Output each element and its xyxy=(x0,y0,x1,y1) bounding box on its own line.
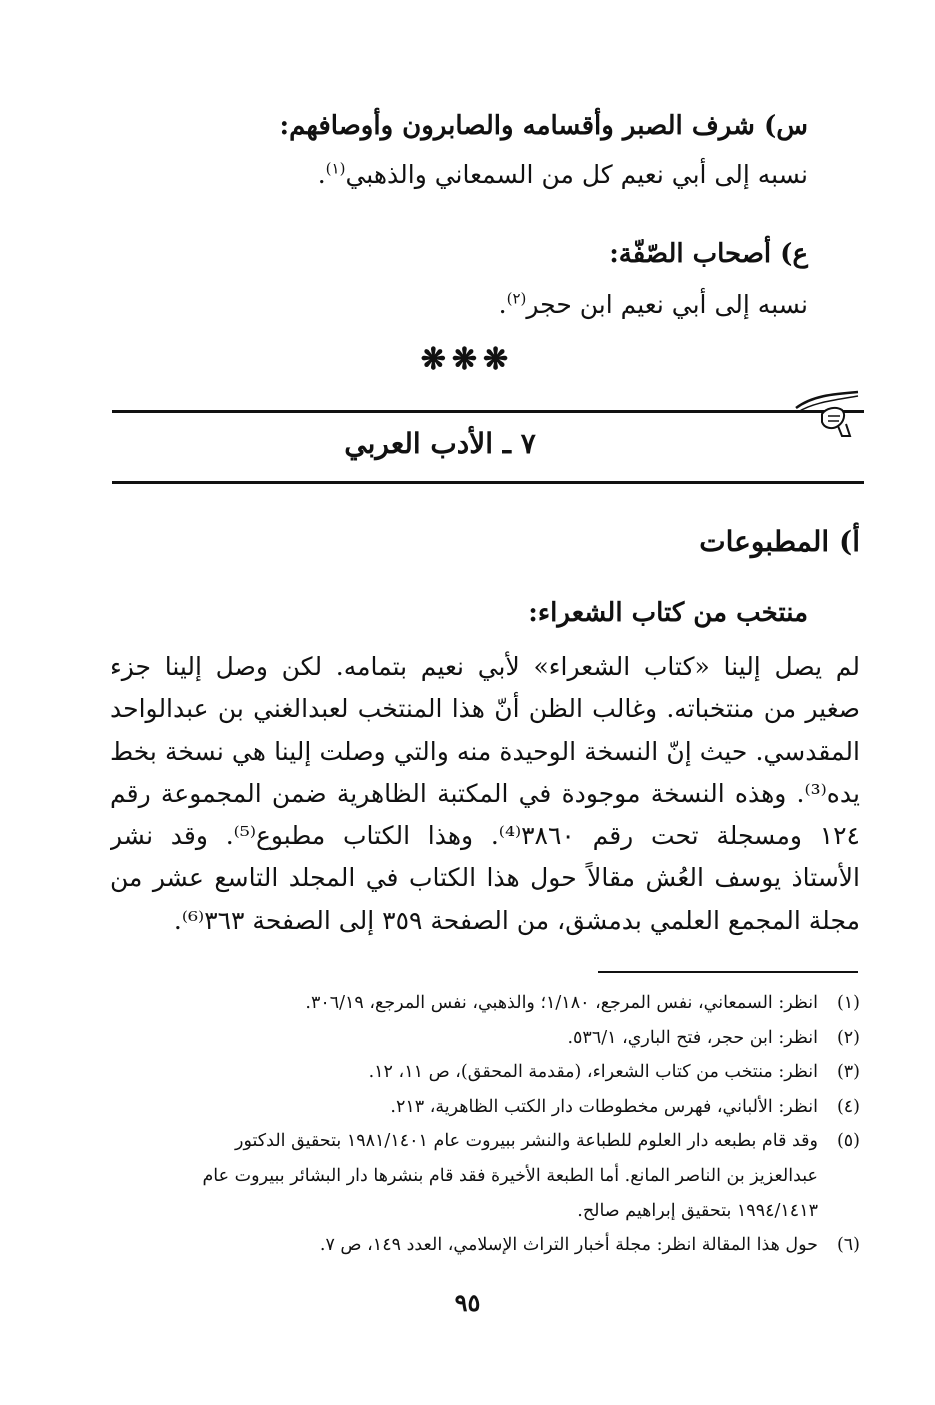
footnote-item xyxy=(110,1021,860,1056)
paragraph-line: المقدسي. حيث إنّ النسخة الوحيدة منه والتي وصلت إلينا هي نسخة بخط xyxy=(110,736,860,766)
footnote-separator xyxy=(598,971,858,973)
paragraph-line: يده⁽³⁾. وهذه النسخة موجودة في المكتبة الظاهرية ضمن المجموعة رقم xyxy=(110,778,860,808)
footnote-number: (٥) xyxy=(836,1131,860,1152)
footnote-number: (٢) xyxy=(836,1027,860,1048)
entry-text-sin-body: نسبه إلى أبي نعيم كل من السمعاني والذهبي xyxy=(345,160,808,189)
footnote-ref-2: (٢) xyxy=(506,289,527,308)
entry-text-ain-end: . xyxy=(498,290,507,319)
footnote-text xyxy=(110,1124,818,1228)
footnote-text xyxy=(110,1090,818,1125)
footnote-text xyxy=(110,1055,818,1090)
paragraph-line: ١٢٤ ومسجلة تحت رقم ٣٨٦٠⁽⁴⁾. وهذا الكتاب مطبوع⁽⁵⁾. وقد نشر xyxy=(110,821,860,851)
footnote-line: انظر: السمعاني، نفس المرجع، ١/١٨٠؛ والذهبي، نفس المرجع، ٣٠٦/١٩. xyxy=(305,993,818,1013)
footnote-line: وقد قام بطبعه دار العلوم للطباعة والنشر ببيروت عام ١٩٨١/١٤٠١ بتحقيق الدكتور xyxy=(235,1131,818,1152)
footnote-line: حول هذا المقالة انظر: مجلة أخبار التراث الإسلامي، العدد ١٤٩، ص ٧. xyxy=(319,1235,818,1256)
footnote-item xyxy=(110,1124,860,1228)
footnote-item xyxy=(110,986,860,1021)
section-rule-bottom xyxy=(112,481,864,484)
paragraph-line: صغير من منتخباته. وغالب الظن أنّ هذا المنتخب لعبدالغني بن عبدالواحد xyxy=(110,694,860,724)
footnote-line: انظر: ابن حجر، فتح الباري، ٥٣٦/١. xyxy=(567,1027,818,1048)
footnote-ref-1: (١) xyxy=(325,159,346,178)
footnote-number: (٦) xyxy=(836,1235,860,1256)
paragraph-line: لم يصل إلينا «كتاب الشعراء» لأبي نعيم بتمامه. لكن وصل إلينا جزء xyxy=(110,652,860,681)
page-number: ٩٥ xyxy=(454,1288,481,1317)
entry-text-sin xyxy=(318,157,808,193)
book-title: منتخب من كتاب الشعراء: xyxy=(528,598,808,628)
paragraph-line: مجلة المجمع العلمي بدمشق، من الصفحة ٣٥٩ إلى الصفحة ٣٦٣⁽⁶⁾. xyxy=(173,905,860,935)
footnote-number: (٣) xyxy=(836,1062,860,1083)
entry-text-sin-end: . xyxy=(317,160,326,189)
entry-heading-sin: س) شرف الصبر وأقسامه والصابرون وأوصافهم: xyxy=(279,111,808,141)
footnote-text xyxy=(110,1228,818,1263)
entry-text-ain-body: نسبه إلى أبي نعيم ابن حجر xyxy=(526,290,808,319)
subsection-heading: أ) المطبوعات xyxy=(699,525,860,558)
footnote-text xyxy=(110,986,818,1021)
section-separator: ❋❋❋ xyxy=(420,342,515,377)
paragraph-line: الأستاذ يوسف العُش مقالاً حول هذا الكتاب في المجلد التاسع عشر من xyxy=(110,863,860,893)
footnote-line: ١٩٩٤/١٤١٣ بتحقيق إبراهيم صالح. xyxy=(577,1200,818,1221)
footnote-text xyxy=(110,1021,818,1056)
section-title: ٧ ـ الأدب العربي xyxy=(344,427,536,460)
footnote-number: (١) xyxy=(836,993,860,1013)
body-paragraph xyxy=(110,646,860,942)
footnotes xyxy=(110,986,860,1263)
footnote-item xyxy=(110,1055,860,1090)
footnote-number: (٤) xyxy=(836,1096,860,1117)
entry-text-ain xyxy=(499,287,808,323)
entry-heading-ain: ع) أصحاب الصّفّة: xyxy=(609,239,808,269)
footnote-item xyxy=(110,1090,860,1125)
footnote-line: انظر: منتخب من كتاب الشعراء، (مقدمة المحقق)، ص ١١، ١٢. xyxy=(368,1062,818,1083)
section-rule-top xyxy=(112,410,864,413)
footnote-item xyxy=(110,1228,860,1263)
footnote-line: انظر: الألباني، فهرس مخطوطات دار الكتب الظاهرية، ٢١٣. xyxy=(390,1096,818,1117)
footnote-line: عبدالعزيز بن الناصر المانع. أما الطبعة الأخيرة فقد قام بنشرها دار البشائر ببيروت عام xyxy=(202,1165,818,1186)
